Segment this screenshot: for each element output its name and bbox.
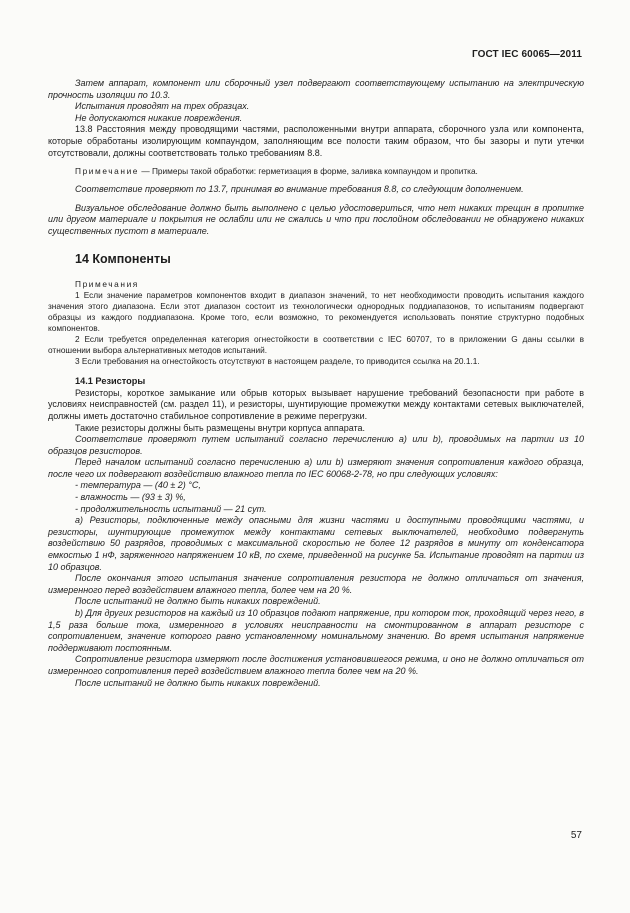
paragraph: Испытания проводят на трех образцах. — [75, 101, 250, 112]
paragraph: После испытаний не должно быть никаких повреждений. — [75, 677, 321, 688]
condition-item: - температура — (40 ± 2) °С, — [75, 480, 201, 491]
paragraph: a) Резисторы, подключенные между опасными для жизни частями и доступными проводящими частями, и резисторы, шунтирующие промежуток между контактами сетевых выключателей, необходимо подвергнуть воздействию 50 разрядов, проводимых с максимальной скоростью не более 12 разрядов в минуту от конденсатора емкостью 1 нФ, заряженного напряжением 10 кВ, по схеме, приведенной на рисунке 5а. Испытание проводят на партии из 10 образцов. — [48, 515, 584, 572]
note-1: 1 Если значение параметров компонентов входит в диапазон значений, то нет необходимости проводить испытания каждого значения этого диапазона. Если этот диапазон состоит из технологически однородных поддиапазонов, то испытаниям подвергают образцы из каждого поддиапазона. Кроме того, если возможно, то рекомендуется использовать понятие структурно подобных компонентов. — [48, 290, 584, 334]
note-label: Примечание — [75, 166, 140, 177]
page-number: 57 — [570, 830, 582, 841]
condition-item: - продолжительность испытаний — 21 сут. — [75, 503, 267, 514]
notes-label: Примечания — [75, 279, 139, 290]
condition-item: - влажность — (93 ± 3) %, — [75, 492, 186, 503]
subsection-title: 14.1 Резисторы — [75, 376, 146, 387]
document-code-header: ГОСТ IEC 60065—2011 — [471, 49, 582, 60]
paragraph: b) Для других резисторов на каждый из 10 образцов подают напряжение, при котором ток, проходящий через него, в 1,5 раза больше тока, измеренного в условиях неисправности на смонтированном в аппарат резисторе с сопротивлением, значение которого равно установленному номинальному значению. Во время испытания напряжение поддерживают постоянным. — [48, 608, 584, 653]
paragraph: Не допускаются никакие повреждения. — [75, 112, 243, 123]
paragraph: После испытаний не должно быть никаких повреждений. — [75, 596, 321, 607]
paragraph: Перед началом испытаний согласно перечислению a) или b) измеряют значения сопротивления каждого образца, после чего их подвергают воздействию влажного тепла по IEC 60068-2-78, но при следующих условиях: — [48, 457, 584, 479]
section-title: 14 Компоненты — [75, 251, 171, 266]
page-body — [48, 78, 584, 689]
note-text: — Примеры такой обработки: герметизация в форме, заливка компаундом и пропитка. — [139, 166, 478, 177]
note-3: 3 Если требования на огнестойкость отсутствуют в настоящем разделе, то приводится ссылка на 20.1.1. — [75, 356, 480, 367]
paragraph: Визуальное обследование должно быть выполнено с целью удостовериться, что нет никаких трещин в пропитке или другом материале и покрытия не ослабли или не сжались и что при послойном обследовании не обнаружено никаких существенных пустот в материале. — [48, 202, 584, 236]
paragraph: Резисторы, короткое замыкание или обрыв которых вызывает нарушение требований безопасности при работе в условиях неисправностей (см. раздел 11), и резисторы, шунтирующие промежутки между контактами сетевых выключателей, должны иметь достаточно стабильное сопротивление в режиме перегрузки. — [48, 387, 584, 421]
paragraph: После окончания этого испытания значение сопротивления резистора не должно отличаться от значения, измеренного перед воздействием влажного тепла, более чем на 20 %. — [48, 573, 584, 595]
paragraph: Соответствие проверяют по 13.7, принимая во внимание требования 8.8, со следующим дополнением. — [75, 184, 524, 195]
clause-13-8: 13.8 Расстояния между проводящими частями, расположенными внутри аппарата, сборочного узла или компонента, которые обработаны изолирующим компаундом, заполняющим все полости таким образом, что бы зазоры и пути утечки отсутствовали, должны соответствовать только требованиям 8.8. — [48, 124, 584, 158]
paragraph: Соответствие проверяют путем испытаний согласно перечислению a) или b), проводимых на партии из 10 образцов резисторов. — [48, 434, 584, 456]
paragraph: Затем аппарат, компонент или сборочный узел подвергают соответствующему испытанию на электрическую прочность изоляции по 10.3. — [48, 78, 584, 100]
paragraph: Такие резисторы должны быть размещены внутри корпуса аппарата. — [75, 422, 366, 433]
note-2: 2 Если требуется определенная категория огнестойкости в соответствии с IEC 60707, то в приложении G даны ссылки в отношении выбора альтернативных методов испытаний. — [48, 334, 584, 356]
paragraph: Сопротивление резистора измеряют после достижения установившегося режима, и оно не должно отличаться от измеренного сопротивления перед воздействием влажного тепла более чем на 20 %. — [48, 654, 584, 676]
note — [48, 166, 584, 177]
